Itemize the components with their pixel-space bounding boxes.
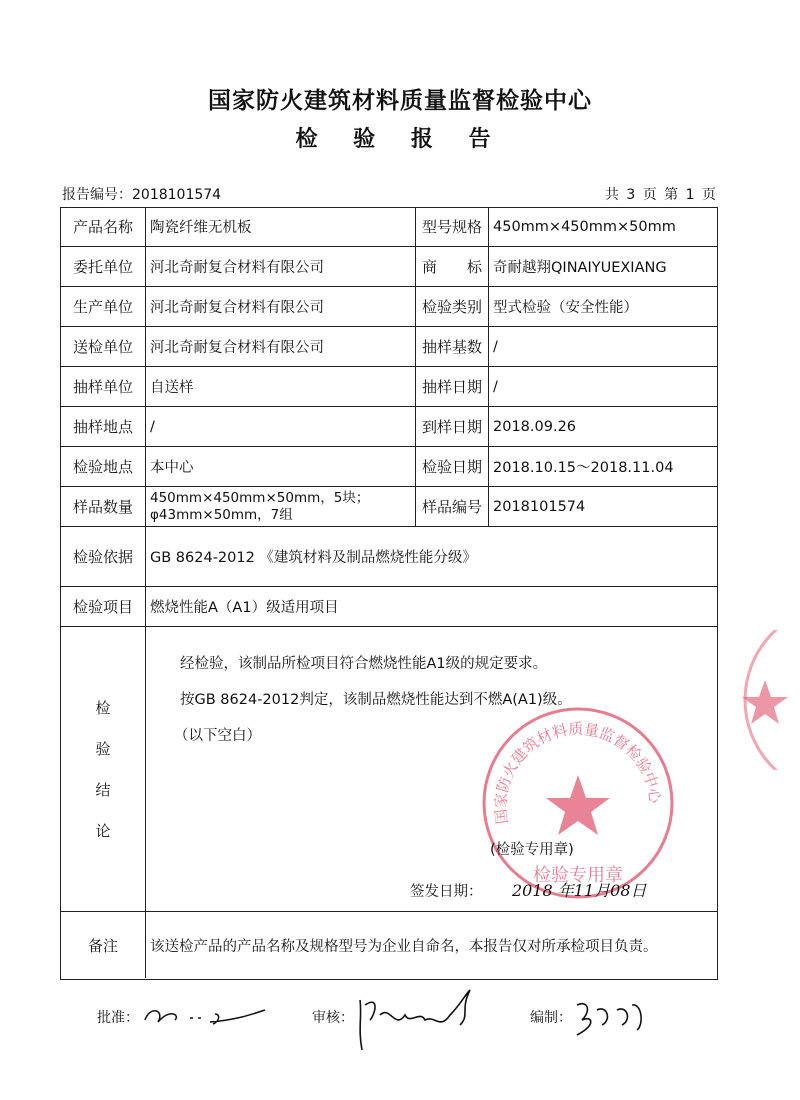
compile-signature [572,995,652,1040]
field-label: 生产单位 [61,287,146,327]
field-label: 样品数量 [61,487,146,527]
items-value: 燃烧性能A（A1）级适用项目 [146,587,717,627]
remarks-value: 该送检产品的产品名称及规格型号为企业自命名，本报告仅对所承检项目负责。 [150,938,658,955]
approve-signature [140,1000,270,1030]
basis-value: GB 8624-2012 《建筑材料及制品燃烧性能分级》 [146,527,717,587]
field-value: 2018.09.26 [489,407,717,447]
conclusion-line-2: 按GB 8624-2012判定，该制品燃烧性能达到不燃A(A1)级。 [180,692,572,708]
official-seal [478,703,678,903]
stamp-note: (检验专用章) [490,842,574,858]
field-value: 型式检验（安全性能） [489,287,717,327]
field-label: 送检单位 [61,327,146,367]
page-info: 共 3 页 第 1 页 [604,187,716,203]
field-value: 河北奇耐复合材料有限公司 [146,327,416,367]
items-label: 检验项目 [61,587,146,627]
field-label: 型号规格 [416,207,489,247]
field-label: 抽样地点 [61,407,146,447]
basis-label: 检验依据 [61,527,146,587]
field-value: 河北奇耐复合材料有限公司 [146,287,416,327]
field-value: / [146,407,416,447]
compile-label: 编制： [530,1010,572,1026]
field-label: 检验日期 [416,447,489,487]
field-label: 检验地点 [61,447,146,487]
field-value: 2018.10.15～2018.11.04 [489,447,717,487]
svg-text:国家防火建筑材料质量监督检验中心: 国家防火建筑材料质量监督检验中心 [491,719,665,826]
field-value: 陶瓷纤维无机板 [146,207,416,247]
field-value: / [489,367,717,407]
field-value: 450mm×450mm×50mm，5块；φ43mm×50mm，7组 [146,487,416,527]
field-value: 2018101574 [489,487,717,527]
field-label: 样品编号 [416,487,489,527]
field-label: 商 标 [416,247,489,287]
review-signature [350,985,490,1055]
field-label: 检验类别 [416,287,489,327]
report-number: 报告编号：2018101574 [62,187,222,203]
org-title: 国家防火建筑材料质量监督检验中心 [208,88,592,114]
svg-text:检验专用章: 检验专用章 [533,865,623,886]
partial-seal-edge [730,630,800,770]
conclusion-line-1: 经检验，该制品所检项目符合燃烧性能A1级的规定要求。 [180,656,548,672]
review-label: 审核： [312,1010,354,1026]
remarks-label: 备注 [61,912,146,978]
conclusion-label: 检验结论 [93,700,112,864]
field-label: 抽样基数 [416,327,489,367]
report-title: 检 验 报 告 [295,127,505,152]
conclusion-label-cell [61,627,146,912]
conclusion-line-3: （以下空白） [174,728,261,744]
field-label: 抽样日期 [416,367,489,407]
field-value: 450mm×450mm×50mm [489,207,717,247]
issue-date: 2018 年11月08日 [512,881,647,900]
field-label: 产品名称 [61,207,146,247]
field-value: 奇耐越翔QINAIYUEXIANG [489,247,717,287]
field-label: 抽样单位 [61,367,146,407]
issue-date-label: 签发日期： [410,884,483,900]
field-value: / [489,327,717,367]
field-value: 河北奇耐复合材料有限公司 [146,247,416,287]
field-label: 委托单位 [61,247,146,287]
field-value: 自送样 [146,367,416,407]
field-label: 到样日期 [416,407,489,447]
field-value: 本中心 [146,447,416,487]
approve-label: 批准： [97,1010,139,1026]
